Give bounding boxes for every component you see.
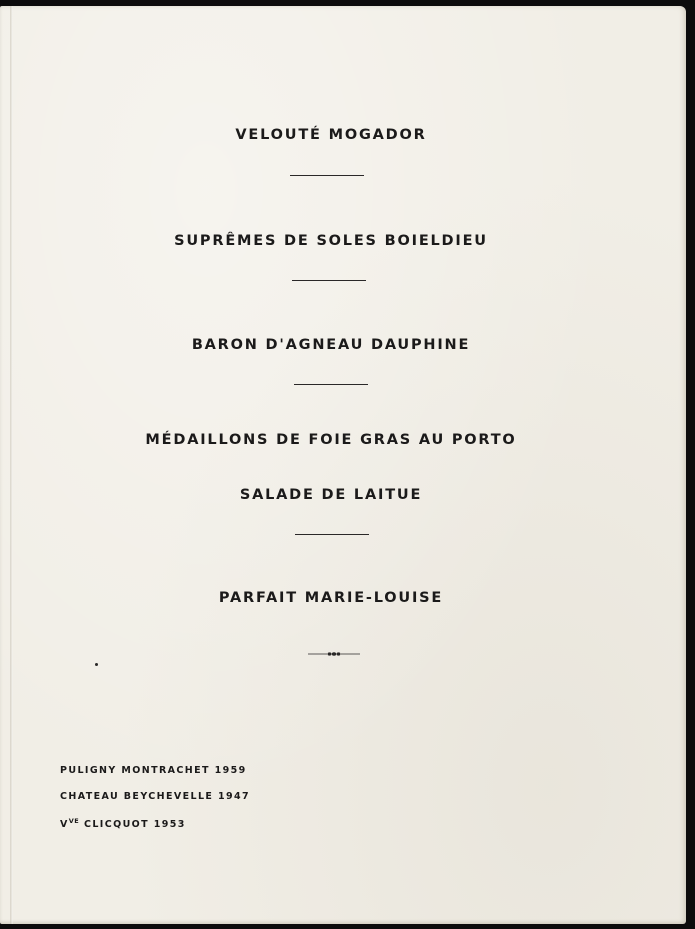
card-fold-edge <box>10 6 13 924</box>
course-salad: SALADE DE LAITUE <box>239 487 423 503</box>
wine-clicquot-prefix: V <box>60 819 69 830</box>
wine-clicquot <box>60 817 186 830</box>
wine-puligny: PULIGNY MONTRACHET 1959 <box>60 765 247 776</box>
course-foie-gras: MÉDAILLONS DE FOIE GRAS AU PORTO <box>145 432 517 448</box>
divider-rule <box>294 384 368 385</box>
wine-beychevelle: CHATEAU BEYCHEVELLE 1947 <box>60 791 251 802</box>
course-dessert: PARFAIT MARIE-LOUISE <box>218 590 444 606</box>
course-lamb: BARON D'AGNEAU DAUPHINE <box>191 337 471 353</box>
ornament-flourish <box>308 651 360 657</box>
divider-rule <box>292 280 366 281</box>
divider-rule <box>290 175 364 176</box>
menu-card <box>0 6 686 924</box>
wine-clicquot-superscript: VE <box>68 817 80 825</box>
course-soup: VELOUTÉ MOGADOR <box>235 127 427 143</box>
divider-rule <box>295 534 369 535</box>
wine-clicquot-rest: CLICQUOT 1953 <box>79 819 186 830</box>
ink-speck <box>95 663 98 666</box>
course-fish: SUPRÊMES DE SOLES BOIELDIEU <box>174 233 488 249</box>
